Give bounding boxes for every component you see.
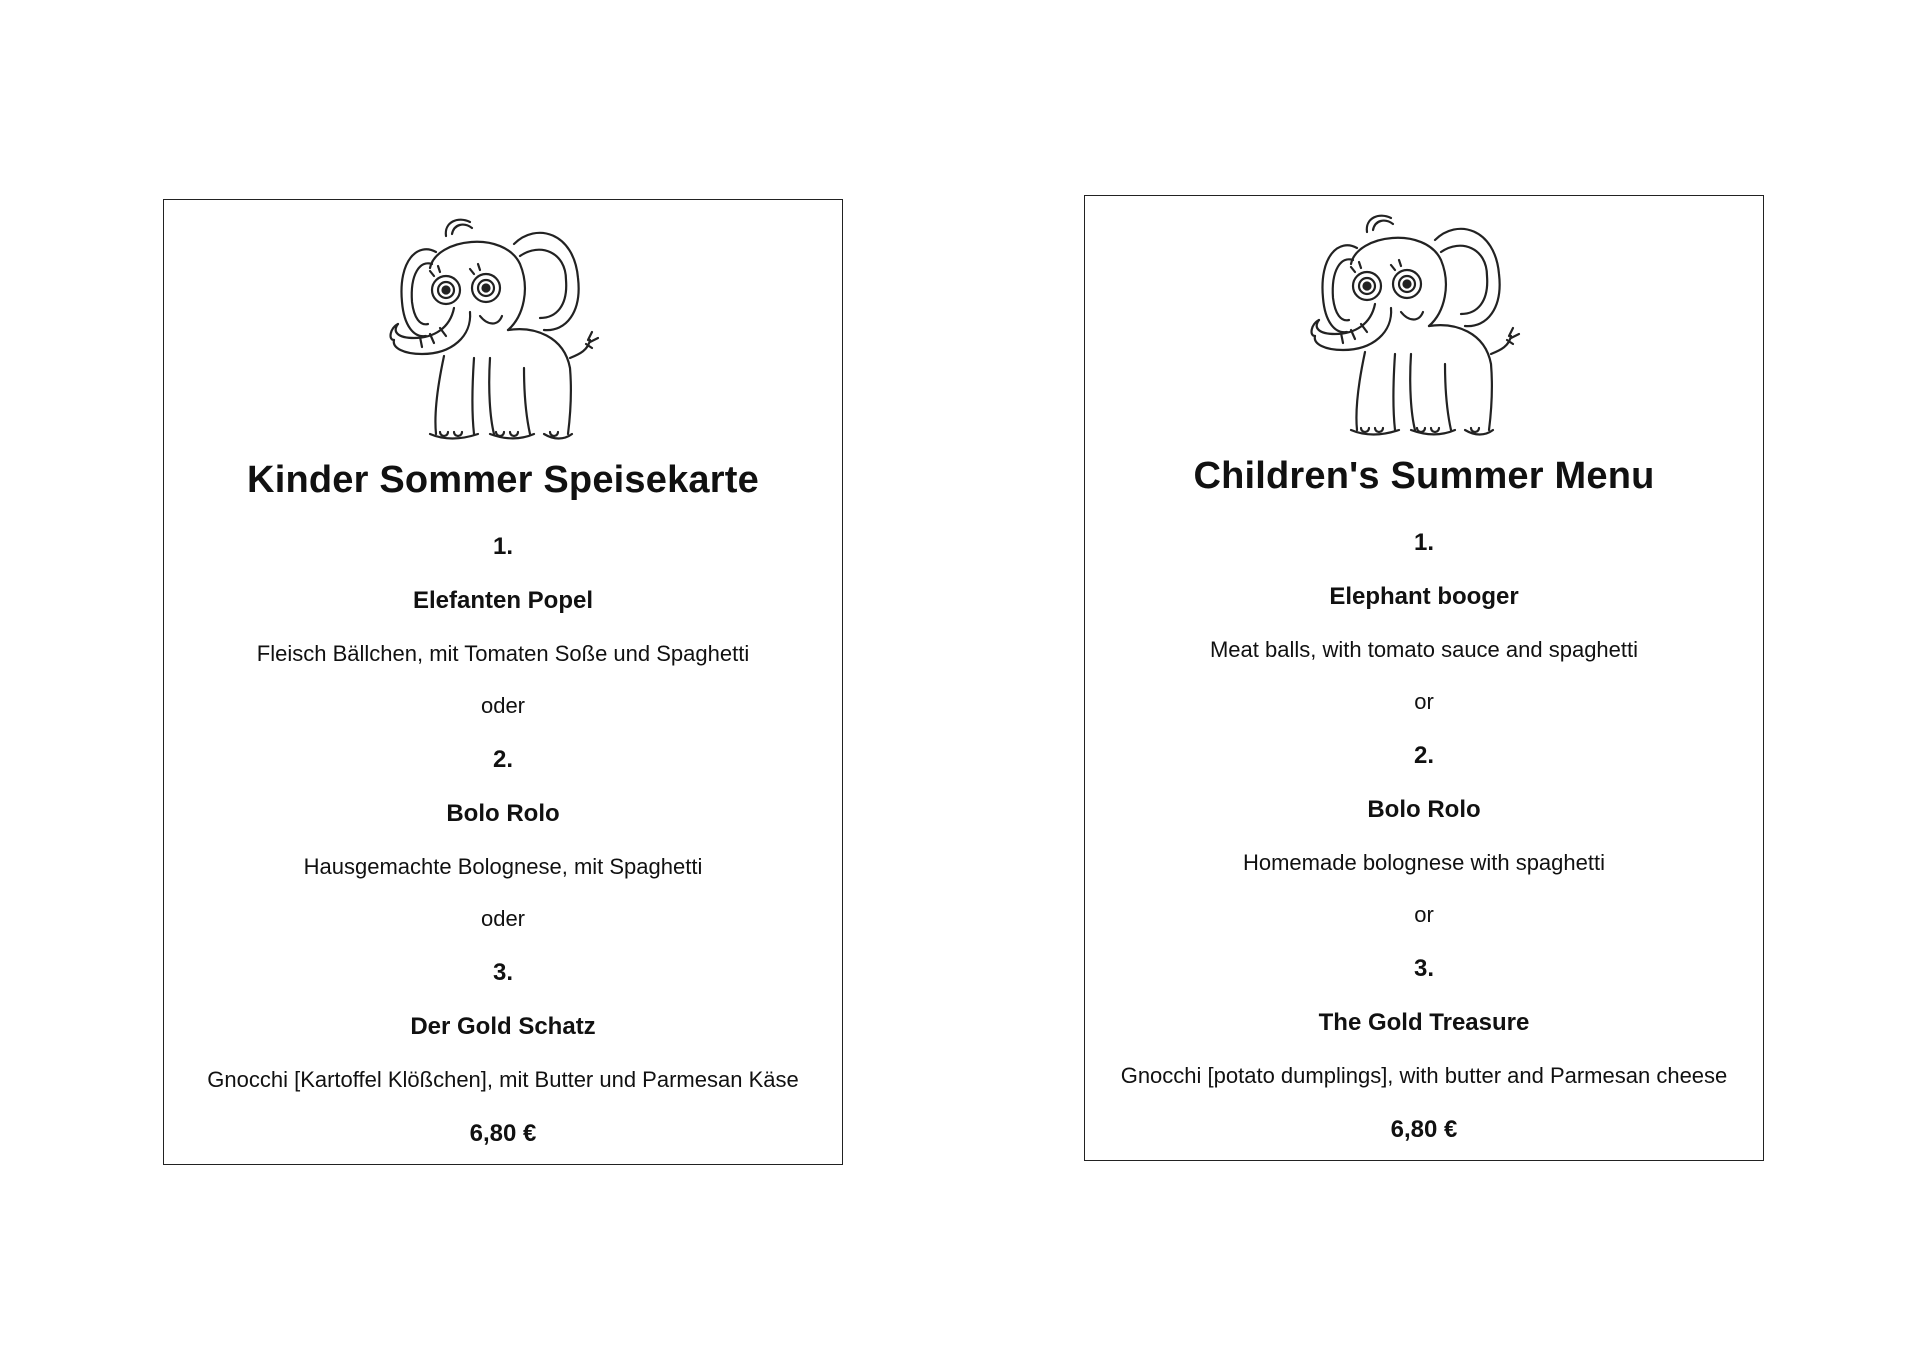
item-description: Gnocchi [potato dumplings], with butter and Parmesan cheese [1120,1063,1728,1088]
item-number: 2. [1413,742,1434,769]
item-number: 3. [492,959,513,986]
item-name: The Gold Treasure [1318,1009,1530,1036]
item-description: Homemade bolognese with spaghetti [1242,850,1605,875]
item-description: Fleisch Bällchen, mit Tomaten Soße und Spaghetti [256,641,750,666]
item-separator: or [1414,689,1434,714]
item-separator: oder [480,906,526,931]
item-description: Gnocchi [Kartoffel Klößchen], mit Butter und Parmesan Käse [207,1067,799,1092]
item-number: 1. [492,533,513,560]
item-description: Hausgemachte Bolognese, mit Spaghetti [303,854,703,879]
menu-card-german [163,199,843,1165]
item-description: Meat balls, with tomato sauce and spaghetti [1209,637,1639,662]
item-number: 1. [1413,529,1434,556]
item-number: 3. [1413,955,1434,982]
elephant-icon [1295,204,1555,442]
menu-title: Kinder Sommer Speisekarte [247,459,759,501]
menu-card-english [1084,195,1764,1161]
item-name: Elephant booger [1329,583,1519,610]
elephant-icon [374,208,634,446]
item-separator: or [1414,902,1434,927]
item-name: Elefanten Popel [412,587,594,614]
item-number: 2. [492,746,513,773]
item-separator: oder [480,693,526,718]
menu-title: Children's Summer Menu [1193,455,1655,497]
menu-price: 6,80 € [1390,1116,1458,1143]
item-name: Bolo Rolo [446,800,560,827]
item-name: Der Gold Schatz [410,1013,596,1040]
item-name: Bolo Rolo [1367,796,1481,823]
menu-price: 6,80 € [469,1120,537,1147]
